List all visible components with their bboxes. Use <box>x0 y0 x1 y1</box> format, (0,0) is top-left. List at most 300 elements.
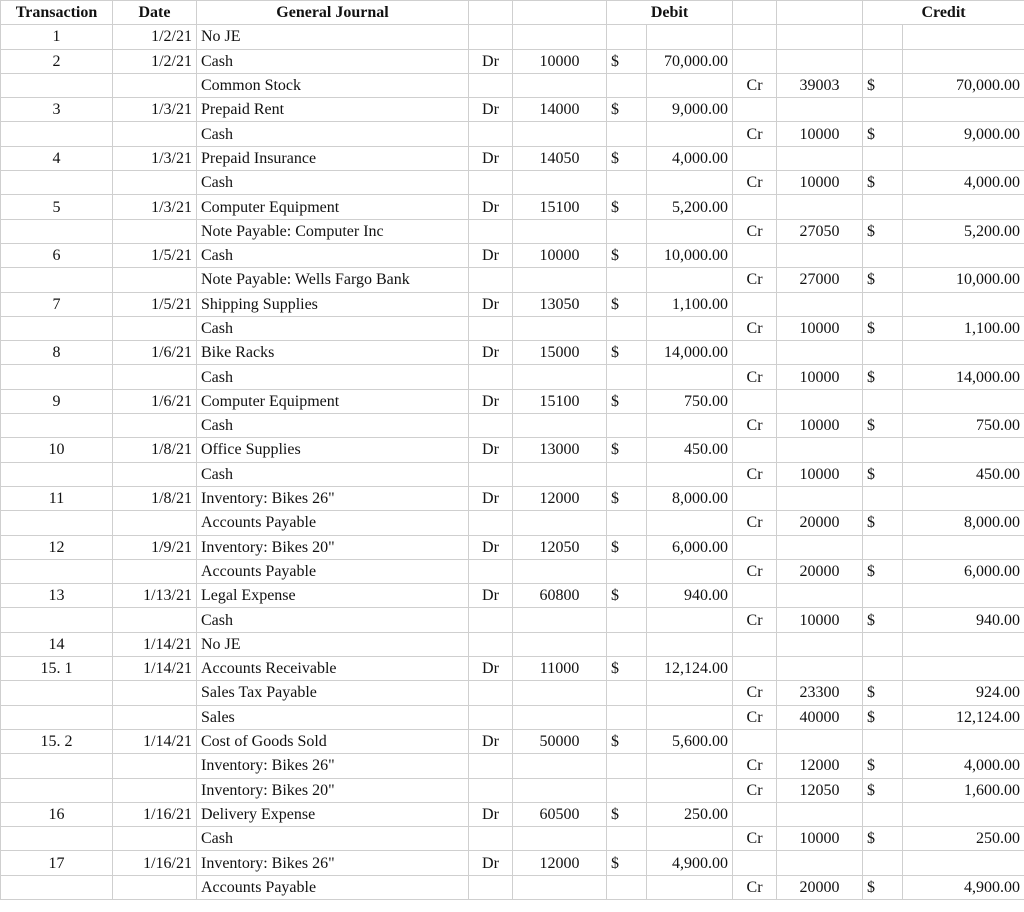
debit-account-number-cell[interactable]: 10000 <box>513 49 607 73</box>
credit-account-number-cell[interactable]: 20000 <box>777 559 863 583</box>
dr-marker-cell[interactable]: Dr <box>469 292 513 316</box>
debit-currency-cell[interactable] <box>607 559 647 583</box>
account-cell[interactable]: Cash <box>197 365 469 389</box>
date-cell[interactable] <box>113 559 197 583</box>
debit-currency-cell[interactable]: $ <box>607 486 647 510</box>
debit-currency-cell[interactable] <box>607 705 647 729</box>
debit-currency-cell[interactable]: $ <box>607 802 647 826</box>
debit-amount-cell[interactable] <box>647 73 733 97</box>
credit-account-number-cell[interactable] <box>777 632 863 656</box>
transaction-cell[interactable] <box>1 875 113 899</box>
account-cell[interactable]: Note Payable: Wells Fargo Bank <box>197 268 469 292</box>
credit-currency-cell[interactable] <box>863 341 903 365</box>
credit-amount-cell[interactable]: 1,600.00 <box>903 778 1024 802</box>
dr-marker-cell[interactable] <box>469 414 513 438</box>
debit-currency-cell[interactable] <box>607 219 647 243</box>
debit-amount-cell[interactable]: 4,900.00 <box>647 851 733 875</box>
header-credit[interactable]: Credit <box>863 1 1024 25</box>
dr-marker-cell[interactable]: Dr <box>469 341 513 365</box>
credit-amount-cell[interactable] <box>903 729 1024 753</box>
dr-marker-cell[interactable]: Dr <box>469 584 513 608</box>
debit-account-number-cell[interactable]: 12050 <box>513 535 607 559</box>
cr-marker-cell[interactable] <box>733 851 777 875</box>
transaction-cell[interactable] <box>1 608 113 632</box>
header-debit[interactable]: Debit <box>607 1 733 25</box>
debit-account-number-cell[interactable] <box>513 219 607 243</box>
debit-currency-cell[interactable] <box>607 462 647 486</box>
cr-marker-cell[interactable]: Cr <box>733 171 777 195</box>
credit-amount-cell[interactable] <box>903 49 1024 73</box>
account-cell[interactable]: Prepaid Insurance <box>197 146 469 170</box>
account-cell[interactable]: Inventory: Bikes 26" <box>197 851 469 875</box>
dr-marker-cell[interactable] <box>469 268 513 292</box>
credit-currency-cell[interactable]: $ <box>863 316 903 340</box>
credit-amount-cell[interactable]: 6,000.00 <box>903 559 1024 583</box>
credit-account-number-cell[interactable]: 10000 <box>777 122 863 146</box>
debit-amount-cell[interactable] <box>647 511 733 535</box>
transaction-cell[interactable] <box>1 268 113 292</box>
transaction-cell[interactable]: 9 <box>1 389 113 413</box>
date-cell[interactable]: 1/14/21 <box>113 632 197 656</box>
debit-currency-cell[interactable] <box>607 73 647 97</box>
debit-account-number-cell[interactable] <box>513 171 607 195</box>
date-cell[interactable] <box>113 705 197 729</box>
debit-currency-cell[interactable] <box>607 171 647 195</box>
credit-currency-cell[interactable]: $ <box>863 875 903 899</box>
debit-amount-cell[interactable] <box>647 778 733 802</box>
transaction-cell[interactable]: 15. 1 <box>1 657 113 681</box>
cr-marker-cell[interactable] <box>733 802 777 826</box>
account-cell[interactable]: Inventory: Bikes 26" <box>197 486 469 510</box>
account-cell[interactable]: Delivery Expense <box>197 802 469 826</box>
debit-amount-cell[interactable]: 5,200.00 <box>647 195 733 219</box>
cr-marker-cell[interactable] <box>733 341 777 365</box>
credit-amount-cell[interactable] <box>903 98 1024 122</box>
debit-currency-cell[interactable]: $ <box>607 292 647 316</box>
dr-marker-cell[interactable] <box>469 632 513 656</box>
debit-account-number-cell[interactable]: 12000 <box>513 486 607 510</box>
credit-amount-cell[interactable] <box>903 438 1024 462</box>
transaction-cell[interactable]: 2 <box>1 49 113 73</box>
account-cell[interactable]: No JE <box>197 25 469 49</box>
debit-account-number-cell[interactable]: 10000 <box>513 243 607 267</box>
debit-amount-cell[interactable] <box>647 632 733 656</box>
credit-currency-cell[interactable]: $ <box>863 511 903 535</box>
date-cell[interactable]: 1/16/21 <box>113 851 197 875</box>
credit-amount-cell[interactable]: 4,000.00 <box>903 171 1024 195</box>
debit-amount-cell[interactable] <box>647 827 733 851</box>
debit-account-number-cell[interactable] <box>513 827 607 851</box>
account-cell[interactable]: No JE <box>197 632 469 656</box>
debit-amount-cell[interactable]: 70,000.00 <box>647 49 733 73</box>
debit-amount-cell[interactable] <box>647 608 733 632</box>
dr-marker-cell[interactable] <box>469 754 513 778</box>
dr-marker-cell[interactable]: Dr <box>469 243 513 267</box>
dr-marker-cell[interactable] <box>469 365 513 389</box>
credit-currency-cell[interactable]: $ <box>863 754 903 778</box>
debit-currency-cell[interactable] <box>607 268 647 292</box>
dr-marker-cell[interactable] <box>469 316 513 340</box>
debit-currency-cell[interactable]: $ <box>607 195 647 219</box>
debit-amount-cell[interactable] <box>647 171 733 195</box>
account-cell[interactable]: Cash <box>197 49 469 73</box>
dr-marker-cell[interactable] <box>469 559 513 583</box>
cr-marker-cell[interactable]: Cr <box>733 754 777 778</box>
credit-amount-cell[interactable] <box>903 535 1024 559</box>
cr-marker-cell[interactable]: Cr <box>733 778 777 802</box>
debit-account-number-cell[interactable]: 14050 <box>513 146 607 170</box>
cr-marker-cell[interactable]: Cr <box>733 608 777 632</box>
transaction-cell[interactable]: 11 <box>1 486 113 510</box>
dr-marker-cell[interactable] <box>469 122 513 146</box>
debit-currency-cell[interactable] <box>607 365 647 389</box>
debit-amount-cell[interactable] <box>647 705 733 729</box>
debit-account-number-cell[interactable] <box>513 705 607 729</box>
cr-marker-cell[interactable] <box>733 243 777 267</box>
date-cell[interactable]: 1/9/21 <box>113 535 197 559</box>
credit-amount-cell[interactable]: 8,000.00 <box>903 511 1024 535</box>
credit-amount-cell[interactable]: 750.00 <box>903 414 1024 438</box>
dr-marker-cell[interactable]: Dr <box>469 98 513 122</box>
debit-account-number-cell[interactable] <box>513 778 607 802</box>
dr-marker-cell[interactable]: Dr <box>469 49 513 73</box>
dr-marker-cell[interactable]: Dr <box>469 146 513 170</box>
cr-marker-cell[interactable] <box>733 438 777 462</box>
debit-currency-cell[interactable]: $ <box>607 851 647 875</box>
date-cell[interactable] <box>113 754 197 778</box>
credit-account-number-cell[interactable]: 10000 <box>777 414 863 438</box>
credit-currency-cell[interactable] <box>863 292 903 316</box>
debit-account-number-cell[interactable] <box>513 414 607 438</box>
account-cell[interactable]: Cash <box>197 243 469 267</box>
credit-account-number-cell[interactable]: 20000 <box>777 511 863 535</box>
transaction-cell[interactable]: 1 <box>1 25 113 49</box>
debit-account-number-cell[interactable]: 13050 <box>513 292 607 316</box>
account-cell[interactable]: Inventory: Bikes 20" <box>197 778 469 802</box>
account-cell[interactable]: Accounts Payable <box>197 875 469 899</box>
dr-marker-cell[interactable] <box>469 171 513 195</box>
credit-account-number-cell[interactable] <box>777 243 863 267</box>
debit-amount-cell[interactable]: 250.00 <box>647 802 733 826</box>
dr-marker-cell[interactable]: Dr <box>469 389 513 413</box>
date-cell[interactable] <box>113 608 197 632</box>
date-cell[interactable]: 1/13/21 <box>113 584 197 608</box>
debit-amount-cell[interactable]: 8,000.00 <box>647 486 733 510</box>
transaction-cell[interactable]: 13 <box>1 584 113 608</box>
transaction-cell[interactable]: 6 <box>1 243 113 267</box>
cr-marker-cell[interactable] <box>733 389 777 413</box>
credit-amount-cell[interactable]: 4,900.00 <box>903 875 1024 899</box>
debit-currency-cell[interactable] <box>607 875 647 899</box>
credit-currency-cell[interactable] <box>863 25 903 49</box>
cr-marker-cell[interactable] <box>733 292 777 316</box>
debit-account-number-cell[interactable]: 15000 <box>513 341 607 365</box>
debit-currency-cell[interactable]: $ <box>607 146 647 170</box>
debit-account-number-cell[interactable] <box>513 365 607 389</box>
credit-currency-cell[interactable] <box>863 729 903 753</box>
transaction-cell[interactable]: 10 <box>1 438 113 462</box>
account-cell[interactable]: Accounts Payable <box>197 511 469 535</box>
credit-currency-cell[interactable]: $ <box>863 608 903 632</box>
credit-amount-cell[interactable] <box>903 632 1024 656</box>
transaction-cell[interactable] <box>1 559 113 583</box>
debit-currency-cell[interactable]: $ <box>607 729 647 753</box>
debit-amount-cell[interactable]: 750.00 <box>647 389 733 413</box>
debit-account-number-cell[interactable] <box>513 122 607 146</box>
transaction-cell[interactable] <box>1 73 113 97</box>
account-cell[interactable]: Accounts Payable <box>197 559 469 583</box>
date-cell[interactable]: 1/6/21 <box>113 341 197 365</box>
debit-currency-cell[interactable]: $ <box>607 243 647 267</box>
transaction-cell[interactable]: 14 <box>1 632 113 656</box>
debit-account-number-cell[interactable]: 60800 <box>513 584 607 608</box>
dr-marker-cell[interactable]: Dr <box>469 535 513 559</box>
credit-amount-cell[interactable]: 924.00 <box>903 681 1024 705</box>
account-cell[interactable]: Sales Tax Payable <box>197 681 469 705</box>
credit-account-number-cell[interactable]: 27050 <box>777 219 863 243</box>
transaction-cell[interactable]: 3 <box>1 98 113 122</box>
debit-currency-cell[interactable] <box>607 316 647 340</box>
debit-currency-cell[interactable] <box>607 632 647 656</box>
dr-marker-cell[interactable]: Dr <box>469 438 513 462</box>
header-date[interactable]: Date <box>113 1 197 25</box>
date-cell[interactable] <box>113 827 197 851</box>
credit-amount-cell[interactable] <box>903 146 1024 170</box>
debit-amount-cell[interactable] <box>647 365 733 389</box>
date-cell[interactable] <box>113 268 197 292</box>
transaction-cell[interactable]: 12 <box>1 535 113 559</box>
credit-amount-cell[interactable]: 14,000.00 <box>903 365 1024 389</box>
header-blank-cell[interactable] <box>777 1 863 25</box>
debit-currency-cell[interactable]: $ <box>607 49 647 73</box>
transaction-cell[interactable]: 4 <box>1 146 113 170</box>
date-cell[interactable] <box>113 122 197 146</box>
debit-amount-cell[interactable] <box>647 25 733 49</box>
debit-account-number-cell[interactable] <box>513 268 607 292</box>
credit-amount-cell[interactable]: 9,000.00 <box>903 122 1024 146</box>
debit-amount-cell[interactable] <box>647 462 733 486</box>
transaction-cell[interactable] <box>1 171 113 195</box>
cr-marker-cell[interactable] <box>733 657 777 681</box>
dr-marker-cell[interactable] <box>469 827 513 851</box>
credit-account-number-cell[interactable]: 12050 <box>777 778 863 802</box>
account-cell[interactable]: Cash <box>197 414 469 438</box>
credit-amount-cell[interactable]: 4,000.00 <box>903 754 1024 778</box>
cr-marker-cell[interactable]: Cr <box>733 122 777 146</box>
header-transaction[interactable]: Transaction <box>1 1 113 25</box>
debit-amount-cell[interactable] <box>647 754 733 778</box>
debit-account-number-cell[interactable]: 50000 <box>513 729 607 753</box>
debit-account-number-cell[interactable]: 12000 <box>513 851 607 875</box>
credit-currency-cell[interactable]: $ <box>863 559 903 583</box>
debit-amount-cell[interactable] <box>647 122 733 146</box>
transaction-cell[interactable] <box>1 219 113 243</box>
date-cell[interactable]: 1/3/21 <box>113 146 197 170</box>
cr-marker-cell[interactable] <box>733 49 777 73</box>
debit-amount-cell[interactable] <box>647 559 733 583</box>
account-cell[interactable]: Sales <box>197 705 469 729</box>
credit-account-number-cell[interactable] <box>777 657 863 681</box>
transaction-cell[interactable] <box>1 681 113 705</box>
cr-marker-cell[interactable] <box>733 632 777 656</box>
credit-amount-cell[interactable]: 12,124.00 <box>903 705 1024 729</box>
cr-marker-cell[interactable]: Cr <box>733 414 777 438</box>
credit-currency-cell[interactable] <box>863 243 903 267</box>
debit-account-number-cell[interactable] <box>513 73 607 97</box>
dr-marker-cell[interactable] <box>469 705 513 729</box>
credit-account-number-cell[interactable] <box>777 98 863 122</box>
account-cell[interactable]: Computer Equipment <box>197 389 469 413</box>
transaction-cell[interactable] <box>1 122 113 146</box>
date-cell[interactable] <box>113 365 197 389</box>
cr-marker-cell[interactable]: Cr <box>733 511 777 535</box>
cr-marker-cell[interactable]: Cr <box>733 875 777 899</box>
account-cell[interactable]: Computer Equipment <box>197 195 469 219</box>
debit-amount-cell[interactable]: 5,600.00 <box>647 729 733 753</box>
credit-amount-cell[interactable] <box>903 243 1024 267</box>
account-cell[interactable]: Cash <box>197 171 469 195</box>
account-cell[interactable]: Note Payable: Computer Inc <box>197 219 469 243</box>
credit-amount-cell[interactable] <box>903 341 1024 365</box>
cr-marker-cell[interactable] <box>733 729 777 753</box>
account-cell[interactable]: Cash <box>197 608 469 632</box>
cr-marker-cell[interactable]: Cr <box>733 316 777 340</box>
date-cell[interactable]: 1/2/21 <box>113 49 197 73</box>
cr-marker-cell[interactable]: Cr <box>733 268 777 292</box>
transaction-cell[interactable] <box>1 511 113 535</box>
transaction-cell[interactable]: 15. 2 <box>1 729 113 753</box>
debit-account-number-cell[interactable]: 60500 <box>513 802 607 826</box>
credit-account-number-cell[interactable]: 10000 <box>777 608 863 632</box>
credit-account-number-cell[interactable]: 20000 <box>777 875 863 899</box>
dr-marker-cell[interactable] <box>469 462 513 486</box>
cr-marker-cell[interactable]: Cr <box>733 681 777 705</box>
debit-account-number-cell[interactable] <box>513 511 607 535</box>
credit-currency-cell[interactable]: $ <box>863 268 903 292</box>
debit-currency-cell[interactable] <box>607 414 647 438</box>
dr-marker-cell[interactable]: Dr <box>469 195 513 219</box>
debit-currency-cell[interactable]: $ <box>607 341 647 365</box>
debit-amount-cell[interactable]: 1,100.00 <box>647 292 733 316</box>
credit-amount-cell[interactable] <box>903 25 1024 49</box>
account-cell[interactable]: Legal Expense <box>197 584 469 608</box>
credit-currency-cell[interactable]: $ <box>863 365 903 389</box>
credit-currency-cell[interactable] <box>863 98 903 122</box>
credit-account-number-cell[interactable] <box>777 851 863 875</box>
cr-marker-cell[interactable]: Cr <box>733 219 777 243</box>
credit-currency-cell[interactable]: $ <box>863 73 903 97</box>
credit-account-number-cell[interactable] <box>777 49 863 73</box>
transaction-cell[interactable]: 16 <box>1 802 113 826</box>
debit-account-number-cell[interactable] <box>513 608 607 632</box>
header-blank-cell[interactable] <box>733 1 777 25</box>
account-cell[interactable]: Common Stock <box>197 73 469 97</box>
debit-amount-cell[interactable] <box>647 219 733 243</box>
credit-account-number-cell[interactable] <box>777 729 863 753</box>
account-cell[interactable]: Cash <box>197 827 469 851</box>
credit-currency-cell[interactable]: $ <box>863 122 903 146</box>
credit-amount-cell[interactable]: 250.00 <box>903 827 1024 851</box>
credit-currency-cell[interactable]: $ <box>863 414 903 438</box>
credit-currency-cell[interactable] <box>863 195 903 219</box>
credit-amount-cell[interactable] <box>903 851 1024 875</box>
credit-account-number-cell[interactable]: 39003 <box>777 73 863 97</box>
date-cell[interactable] <box>113 414 197 438</box>
date-cell[interactable]: 1/5/21 <box>113 292 197 316</box>
dr-marker-cell[interactable] <box>469 25 513 49</box>
debit-account-number-cell[interactable] <box>513 754 607 778</box>
credit-account-number-cell[interactable]: 27000 <box>777 268 863 292</box>
credit-account-number-cell[interactable] <box>777 584 863 608</box>
debit-amount-cell[interactable] <box>647 268 733 292</box>
debit-amount-cell[interactable]: 6,000.00 <box>647 535 733 559</box>
debit-amount-cell[interactable]: 9,000.00 <box>647 98 733 122</box>
dr-marker-cell[interactable] <box>469 608 513 632</box>
dr-marker-cell[interactable] <box>469 778 513 802</box>
credit-account-number-cell[interactable]: 10000 <box>777 365 863 389</box>
debit-currency-cell[interactable] <box>607 25 647 49</box>
credit-amount-cell[interactable] <box>903 292 1024 316</box>
debit-account-number-cell[interactable] <box>513 681 607 705</box>
date-cell[interactable] <box>113 73 197 97</box>
date-cell[interactable] <box>113 462 197 486</box>
cr-marker-cell[interactable] <box>733 25 777 49</box>
credit-amount-cell[interactable]: 5,200.00 <box>903 219 1024 243</box>
dr-marker-cell[interactable] <box>469 73 513 97</box>
header-blank-cell[interactable] <box>513 1 607 25</box>
debit-currency-cell[interactable] <box>607 511 647 535</box>
debit-amount-cell[interactable]: 450.00 <box>647 438 733 462</box>
credit-account-number-cell[interactable]: 10000 <box>777 171 863 195</box>
credit-currency-cell[interactable]: $ <box>863 681 903 705</box>
credit-currency-cell[interactable] <box>863 146 903 170</box>
cr-marker-cell[interactable] <box>733 584 777 608</box>
debit-account-number-cell[interactable] <box>513 875 607 899</box>
date-cell[interactable] <box>113 316 197 340</box>
debit-account-number-cell[interactable]: 11000 <box>513 657 607 681</box>
date-cell[interactable]: 1/5/21 <box>113 243 197 267</box>
dr-marker-cell[interactable] <box>469 511 513 535</box>
cr-marker-cell[interactable]: Cr <box>733 462 777 486</box>
debit-amount-cell[interactable]: 10,000.00 <box>647 243 733 267</box>
credit-amount-cell[interactable]: 70,000.00 <box>903 73 1024 97</box>
dr-marker-cell[interactable] <box>469 875 513 899</box>
credit-account-number-cell[interactable] <box>777 25 863 49</box>
date-cell[interactable] <box>113 511 197 535</box>
credit-account-number-cell[interactable] <box>777 195 863 219</box>
credit-account-number-cell[interactable]: 10000 <box>777 462 863 486</box>
debit-currency-cell[interactable] <box>607 681 647 705</box>
transaction-cell[interactable]: 7 <box>1 292 113 316</box>
credit-account-number-cell[interactable] <box>777 802 863 826</box>
date-cell[interactable]: 1/3/21 <box>113 98 197 122</box>
credit-account-number-cell[interactable]: 10000 <box>777 316 863 340</box>
debit-currency-cell[interactable] <box>607 122 647 146</box>
credit-amount-cell[interactable]: 940.00 <box>903 608 1024 632</box>
credit-currency-cell[interactable]: $ <box>863 171 903 195</box>
debit-account-number-cell[interactable]: 15100 <box>513 389 607 413</box>
cr-marker-cell[interactable]: Cr <box>733 705 777 729</box>
debit-currency-cell[interactable]: $ <box>607 535 647 559</box>
dr-marker-cell[interactable]: Dr <box>469 729 513 753</box>
credit-account-number-cell[interactable] <box>777 146 863 170</box>
transaction-cell[interactable] <box>1 705 113 729</box>
cr-marker-cell[interactable] <box>733 146 777 170</box>
credit-amount-cell[interactable] <box>903 389 1024 413</box>
account-cell[interactable]: Prepaid Rent <box>197 98 469 122</box>
debit-amount-cell[interactable] <box>647 681 733 705</box>
debit-account-number-cell[interactable] <box>513 462 607 486</box>
